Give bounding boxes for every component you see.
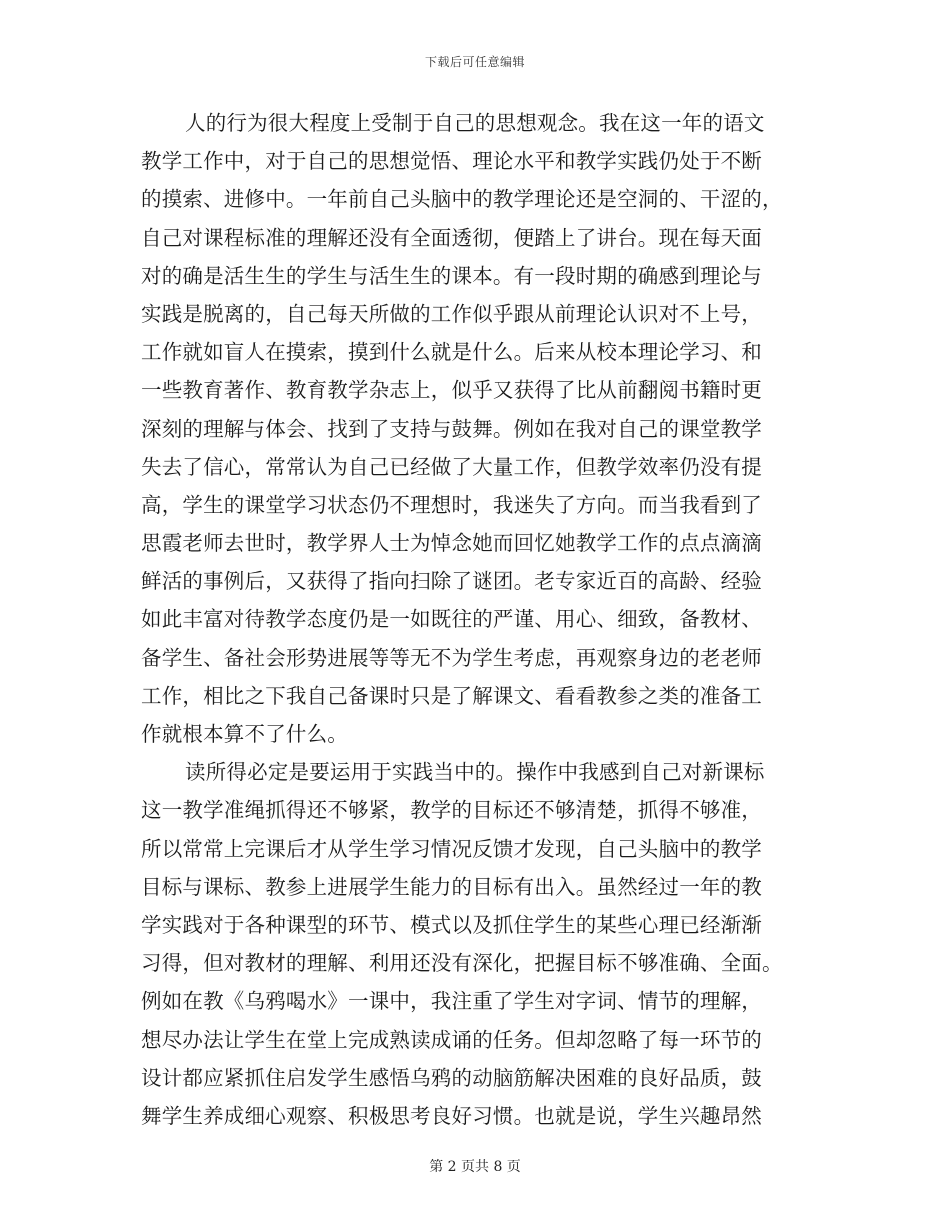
- paragraph-line: 思霞老师去世时，教学界人士为悼念她而回忆她教学工作的点点滴滴: [141, 531, 762, 556]
- paragraph-line: 想尽办法让学生在堂上完成熟读成诵的任务。但却忽略了每一环节的: [141, 1027, 762, 1052]
- paragraph-line: 实践是脱离的，自己每天所做的工作似乎跟从前理论认识对不上号，: [141, 301, 762, 326]
- paragraph-line: 备学生、备社会形势进展等等无不为学生考虑，再观察身边的老老师: [141, 645, 762, 670]
- paragraph-line: 如此丰富对待教学态度仍是一如既往的严谨、用心、细致，备教材、: [141, 607, 762, 632]
- paragraph-line: 鲜活的事例后，又获得了指向扫除了谜团。老专家近百的高龄、经验: [141, 569, 762, 594]
- paragraph-line: 作就根本算不了什么。: [141, 722, 348, 746]
- paragraph-line: 设计都应紧抓住启发学生感悟乌鸦的动脑筋解决困难的良好品质，鼓: [141, 1065, 762, 1090]
- paragraph-line: 习得，但对教材的理解、利用还没有深化，把握目标不够准确、全面。: [141, 951, 783, 976]
- paragraph-line: 学实践对于各种课型的环节、模式以及抓住学生的某些心理已经渐渐: [141, 912, 762, 937]
- paragraph-line: 读所得必定是要运用于实践当中的。操作中我感到自己对新课标: [185, 760, 765, 785]
- paragraph-line: 深刻的理解与体会、找到了支持与鼓舞。例如在我对自己的课堂教学: [141, 416, 762, 441]
- paragraph-line: 高，学生的课堂学习状态仍不理想时，我迷失了方向。而当我看到了: [141, 492, 762, 517]
- paragraph-line: 这一教学准绳抓得还不够紧，教学的目标还不够清楚，抓得不够准，: [141, 798, 762, 823]
- paragraph-line: 的摸索、进修中。一年前自己头脑中的教学理论还是空洞的、干涩的，: [141, 187, 783, 212]
- paragraph-line: 失去了信心，常常认为自己已经做了大量工作，但教学效率仍没有提: [141, 454, 762, 479]
- paragraph-line: 目标与课标、教参上进展学生能力的目标有出入。虽然经过一年的教: [141, 874, 762, 899]
- paragraph-line: 舞学生养成细心观察、积极思考良好习惯。也就是说，学生兴趣昂然: [141, 1103, 762, 1128]
- page-header: 下载后可任意编辑: [424, 55, 525, 69]
- page-footer: 第 2 页共 8 页: [429, 1159, 521, 1175]
- paragraph-line: 自己对课程标准的理解还没有全面透彻，便踏上了讲台。现在每天面: [141, 225, 762, 250]
- paragraph-line: 人的行为很大程度上受制于自己的思想观念。我在这一年的语文: [185, 111, 765, 135]
- paragraph-line: 教学工作中，对于自己的思想觉悟、理论水平和教学实践仍处于不断: [141, 149, 762, 174]
- document-body: [141, 104, 811, 1135]
- paragraph-line: 例如在教《乌鸦喝水》一课中，我注重了学生对字词、情节的理解，: [141, 989, 762, 1014]
- paragraph-line: 工作，相比之下我自己备课时只是了解课文、看看教参之类的准备工: [141, 683, 762, 708]
- paragraph-line: 工作就如盲人在摸索，摸到什么就是什么。后来从校本理论学习、和: [141, 340, 762, 365]
- paragraph-line: 所以常常上完课后才从学生学习情况反馈才发现，自己头脑中的教学: [141, 836, 762, 861]
- paragraph-line: 一些教育著作、教育教学杂志上，似乎又获得了比从前翻阅书籍时更: [141, 378, 762, 403]
- paragraph-line: 对的确是活生生的学生与活生生的课本。有一段时期的确感到理论与: [141, 263, 762, 288]
